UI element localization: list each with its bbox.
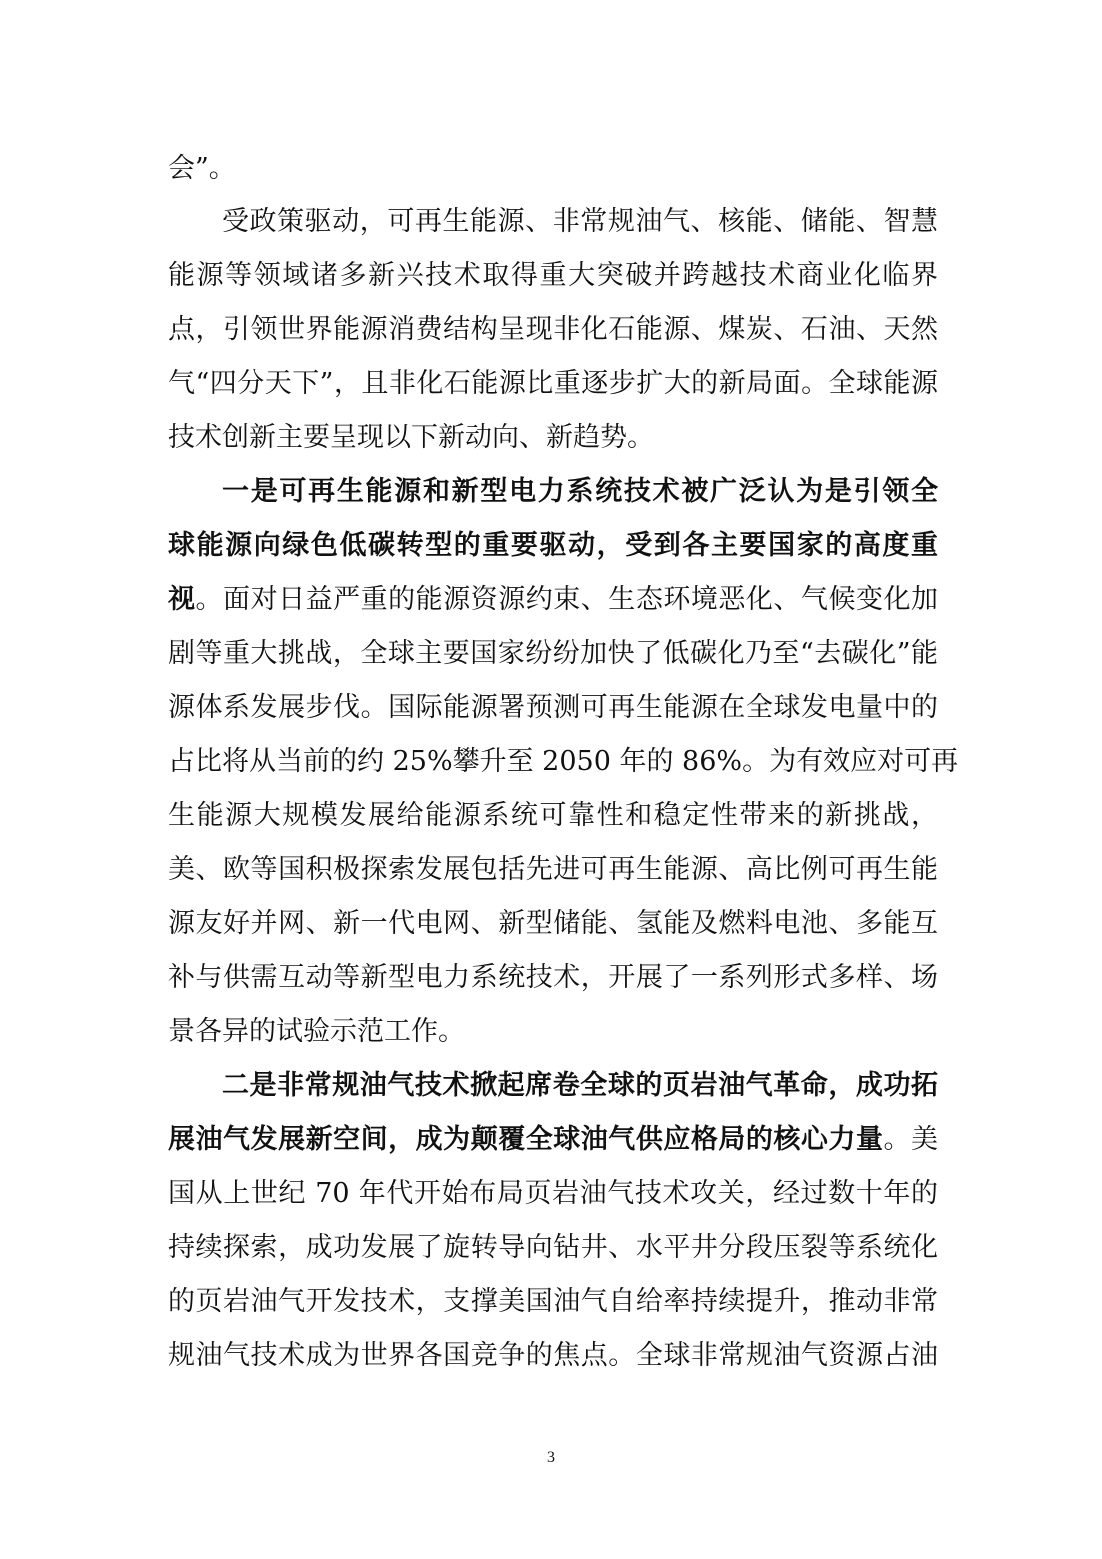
text-line: 能源等领域诸多新兴技术取得重大突破并跨越技术商业化临界 [168, 260, 938, 291]
bold-heading-text: 球能源向绿色低碳转型的重要驱动，受到各主要国家的高度重 [168, 530, 938, 561]
text-line: 技术创新主要呈现以下新动向、新趋势。 [168, 422, 654, 453]
paragraph-first-line [222, 1066, 938, 1106]
bold-heading-text: 二是非常规油气技术掀起席卷全球的页岩油气革命，成功拓 [222, 1070, 938, 1101]
text-line: 国从上世纪 70 年代开始布局页岩油气技术攻关，经过数十年的 [168, 1178, 938, 1209]
text-line: 景各异的试验示范工作。 [168, 1016, 465, 1047]
text-line: 视。面对日益严重的能源资源约束、生态环境恶化、气候变化加 [168, 584, 939, 615]
text-line: 展油气发展新空间，成为颠覆全球油气供应格局的核心力量。美 [168, 1124, 939, 1155]
text-line: 规油气技术成为世界各国竞争的焦点。全球非常规油气资源占油 [168, 1340, 938, 1371]
text-line: 剧等重大挑战，全球主要国家纷纷加快了低碳化乃至“去碳化”能 [168, 638, 938, 669]
text-line: 气“四分天下”，且非化石能源比重逐步扩大的新局面。全球能源 [168, 368, 938, 399]
text-line: 源友好并网、新一代电网、新型储能、氢能及燃料电池、多能互 [168, 908, 938, 939]
bold-heading-text: 视 [168, 584, 196, 615]
text-line [168, 526, 938, 566]
bold-heading-text: 展油气发展新空间，成为颠覆全球油气供应格局的核心力量 [168, 1124, 884, 1155]
text-line: 补与供需互动等新型电力系统技术，开展了一系列形式多样、场 [168, 962, 938, 993]
page-number: 3 [547, 1449, 555, 1466]
text-line: 源体系发展步伐。国际能源署预测可再生能源在全球发电量中的 [168, 692, 938, 723]
text-line: 的页岩油气开发技术，支撑美国油气自给率持续提升，推动非常 [168, 1286, 938, 1317]
text-line: 占比将从当前的约 25%攀升至 2050 年的 86%。为有效应对可再 [168, 746, 959, 777]
paragraph-first-line [222, 472, 938, 512]
text-line: 美、欧等国积极探索发展包括先进可再生能源、高比例可再生能 [168, 854, 938, 885]
text-line: 会”。 [168, 153, 236, 184]
paragraph-first-line: 受政策驱动，可再生能源、非常规油气、核能、储能、智慧 [222, 206, 938, 237]
text-line: 持续探索，成功发展了旋转导向钻井、水平井分段压裂等系统化 [168, 1232, 938, 1263]
text-line: 点，引领世界能源消费结构呈现非化石能源、煤炭、石油、天然 [168, 314, 938, 345]
text-line: 生能源大规模发展给能源系统可靠性和稳定性带来的新挑战， [168, 800, 938, 831]
bold-heading-text: 一是可再生能源和新型电力系统技术被广泛认为是引领全 [222, 476, 938, 507]
